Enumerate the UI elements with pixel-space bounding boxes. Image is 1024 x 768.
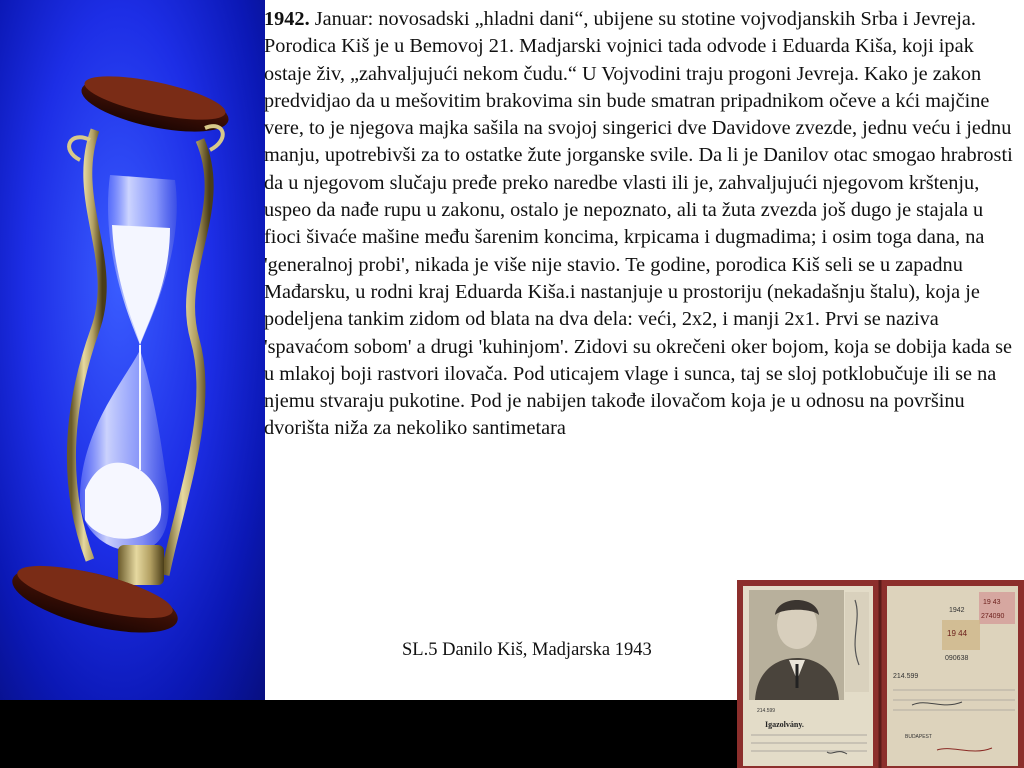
document-stamp-1944: 19 44: [947, 629, 968, 638]
id-document-icon: [737, 580, 1024, 768]
document-stamp-1943: 19 43: [983, 599, 1001, 606]
document-city: BUDAPEST: [905, 734, 932, 740]
document-code: 090638: [945, 655, 969, 662]
document-serial: 214.599: [893, 673, 919, 680]
document-number: 274090: [981, 613, 1005, 620]
hourglass-icon: [0, 0, 265, 700]
hourglass-panel: [0, 0, 265, 700]
document-year-1942: 1942: [949, 607, 965, 614]
id-document-photo: [737, 580, 1024, 768]
body-paragraph: Januar: novosadski „hladni dani“, ubijene su stotine vojvodjanskih Srba i Jevreja. Porodica Kiš je u Bemovoj 21. Madjarski vojnici tada odvode i Eduarda Kiša, koji ipak ostaje živ, „zahvaljujući nekom čudu.“ U Vojvodini traju progoni Jevreja. Kako je zakon predvidjao da u mešovitim brakovima sin bude smatran pripadnikom očeve a kći majčine vere, to je njegova majka sašila na svojoj singerici dve Davidove zvezde, jednu veću i jednu manju, upotrebivši za to ostatke žute jorganske svile. Da li je Danilov otac smogao hrabrosti da u njegovom slučaju pređe preko naredbe vlasti ili je, zahvaljujući njegovom krštenju, uspeo da nađe rupu u zakonu, ostalo je nepoznato, ali ta žuta zvezda još dugo je stajala u fioci šivaće mašine među šarenim koncima, krpicama i dugmadima; i osim toga dana, na 'generalnoj probi', nikada je više nije stavio. Te godine, porodica Kiš seli se u zapadnu Mađarsku, u rodni kraj Eduarda Kiša.i nastanjuje u prostoriju (nekadašnju štalu), koja je podeljena tankim zidom od blata na dva dela: veći, 2x2, i manji 2x1. Prvi se naziva 'spavaćom sobom' a drugi 'kuhinjom'. Zidovi su okrečeni oker bojom, koja se dobija kada se u mlakoj boji rastvori ilovača. Pod uticajem vlage i sunca, taj se sloj potklobučuje ili se na njemu stvaraju pukotine. Pod je nabijen takođe ilovačom koja je u odnosu na površinu dvorišta niža za nekoliko santimetara: [264, 8, 1013, 440]
document-title: Igazolvány.: [765, 720, 804, 729]
photo-caption: SL.5 Danilo Kiš, Madjarska 1943: [402, 640, 652, 660]
document-text-line: 214.599: [757, 708, 776, 714]
year-label: 1942.: [264, 8, 310, 30]
body-text: [264, 6, 1016, 443]
